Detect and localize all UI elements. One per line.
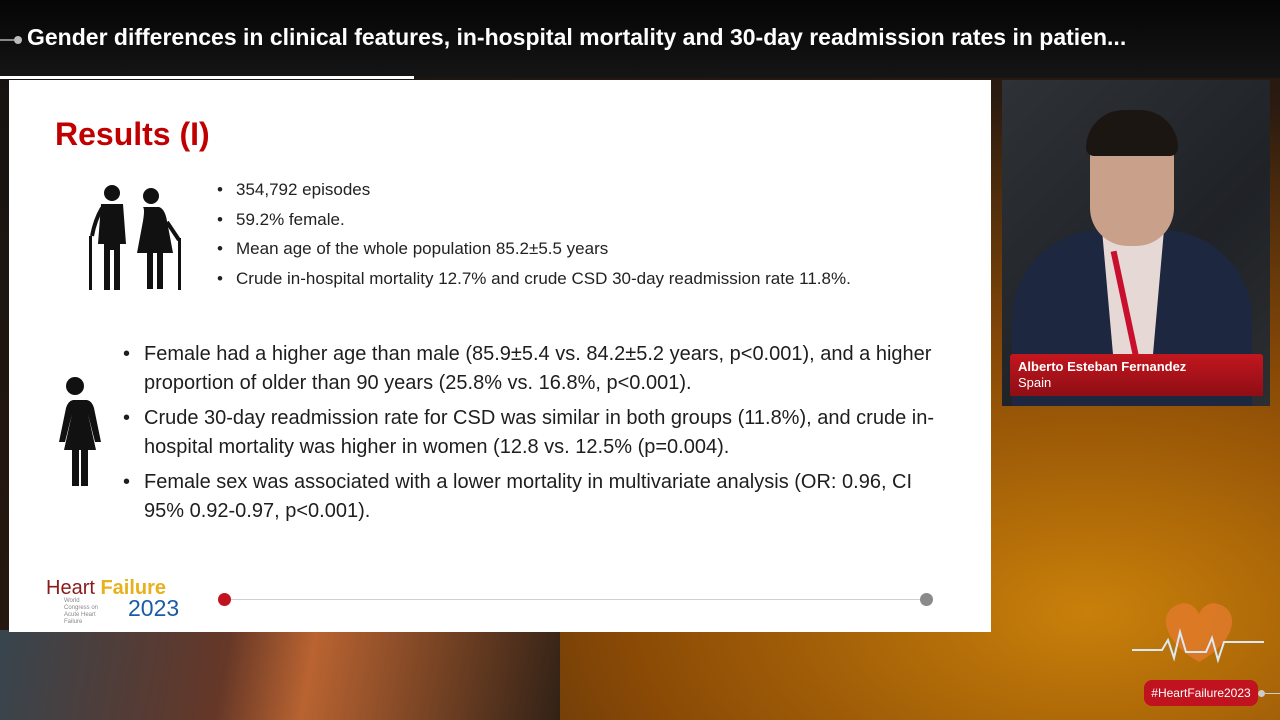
background-artwork (0, 630, 560, 720)
summary-bullet: • 59.2% female. (215, 210, 851, 240)
video-title-bar (0, 0, 1280, 78)
speaker-name: Alberto Esteban Fernandez (1018, 359, 1187, 374)
female-findings-bullets (121, 340, 941, 532)
hashtag-dot (1258, 690, 1265, 697)
hashtag-badge: #HeartFailure2023 (1144, 680, 1258, 706)
speaker-country: Spain (1018, 375, 1052, 390)
summary-bullet: • Crude in-hospital mortality 12.7% and crude CSD 30-day readmission rate 11.8%. (215, 269, 851, 299)
logo-word-failure: Failure (100, 577, 167, 599)
speaker-name-plate (1010, 354, 1263, 396)
slide-progress-end-dot (920, 593, 933, 606)
slide-progress-start-dot (218, 593, 231, 606)
woman-icon (49, 376, 101, 488)
video-title: Gender differences in clinical features, in-hospital mortality and 30-day readmission rates in patien... (27, 24, 1127, 50)
title-bar-line (0, 39, 14, 41)
logo-word-heart: Heart (46, 577, 101, 599)
finding-bullet: • Female sex was associated with a lower mortality in multivariate analysis (OR: 0.96, CI 95% 0.92-0.97, p<0.001). (121, 468, 941, 526)
progress-rule (0, 76, 414, 79)
finding-bullet: • Female had a higher age than male (85.9±5.4 vs. 84.2±5.2 years, p<0.001), and a higher proportion of older than 90 years (25.8% vs. 16.8%, p<0.001). (121, 340, 941, 398)
summary-bullet: • Mean age of the whole population 85.2±5.5 years (215, 239, 851, 269)
title-bar-dot (14, 36, 22, 44)
hashtag-line (1265, 693, 1280, 694)
summary-bullet: • 354,792 episodes (215, 180, 851, 210)
heart-failure-2023-logo (46, 577, 206, 623)
elderly-couple-icon (85, 184, 185, 292)
summary-bullets (215, 180, 851, 298)
logo-year: 2023 (128, 595, 180, 621)
presentation-slide (9, 80, 991, 632)
finding-bullet: • Crude 30-day readmission rate for CSD was similar in both groups (11.8%), and crude in-hospital mortality was higher in women (12.8 vs. 12.5% (p=0.004). (121, 404, 941, 462)
logo-subtitle: World Congress on Acute Heart Failure (64, 598, 99, 625)
heart-artwork-icon (1130, 592, 1268, 672)
slide-title: Results (I) (55, 116, 210, 152)
speaker-hair (1086, 110, 1178, 156)
slide-progress-track (225, 599, 926, 600)
